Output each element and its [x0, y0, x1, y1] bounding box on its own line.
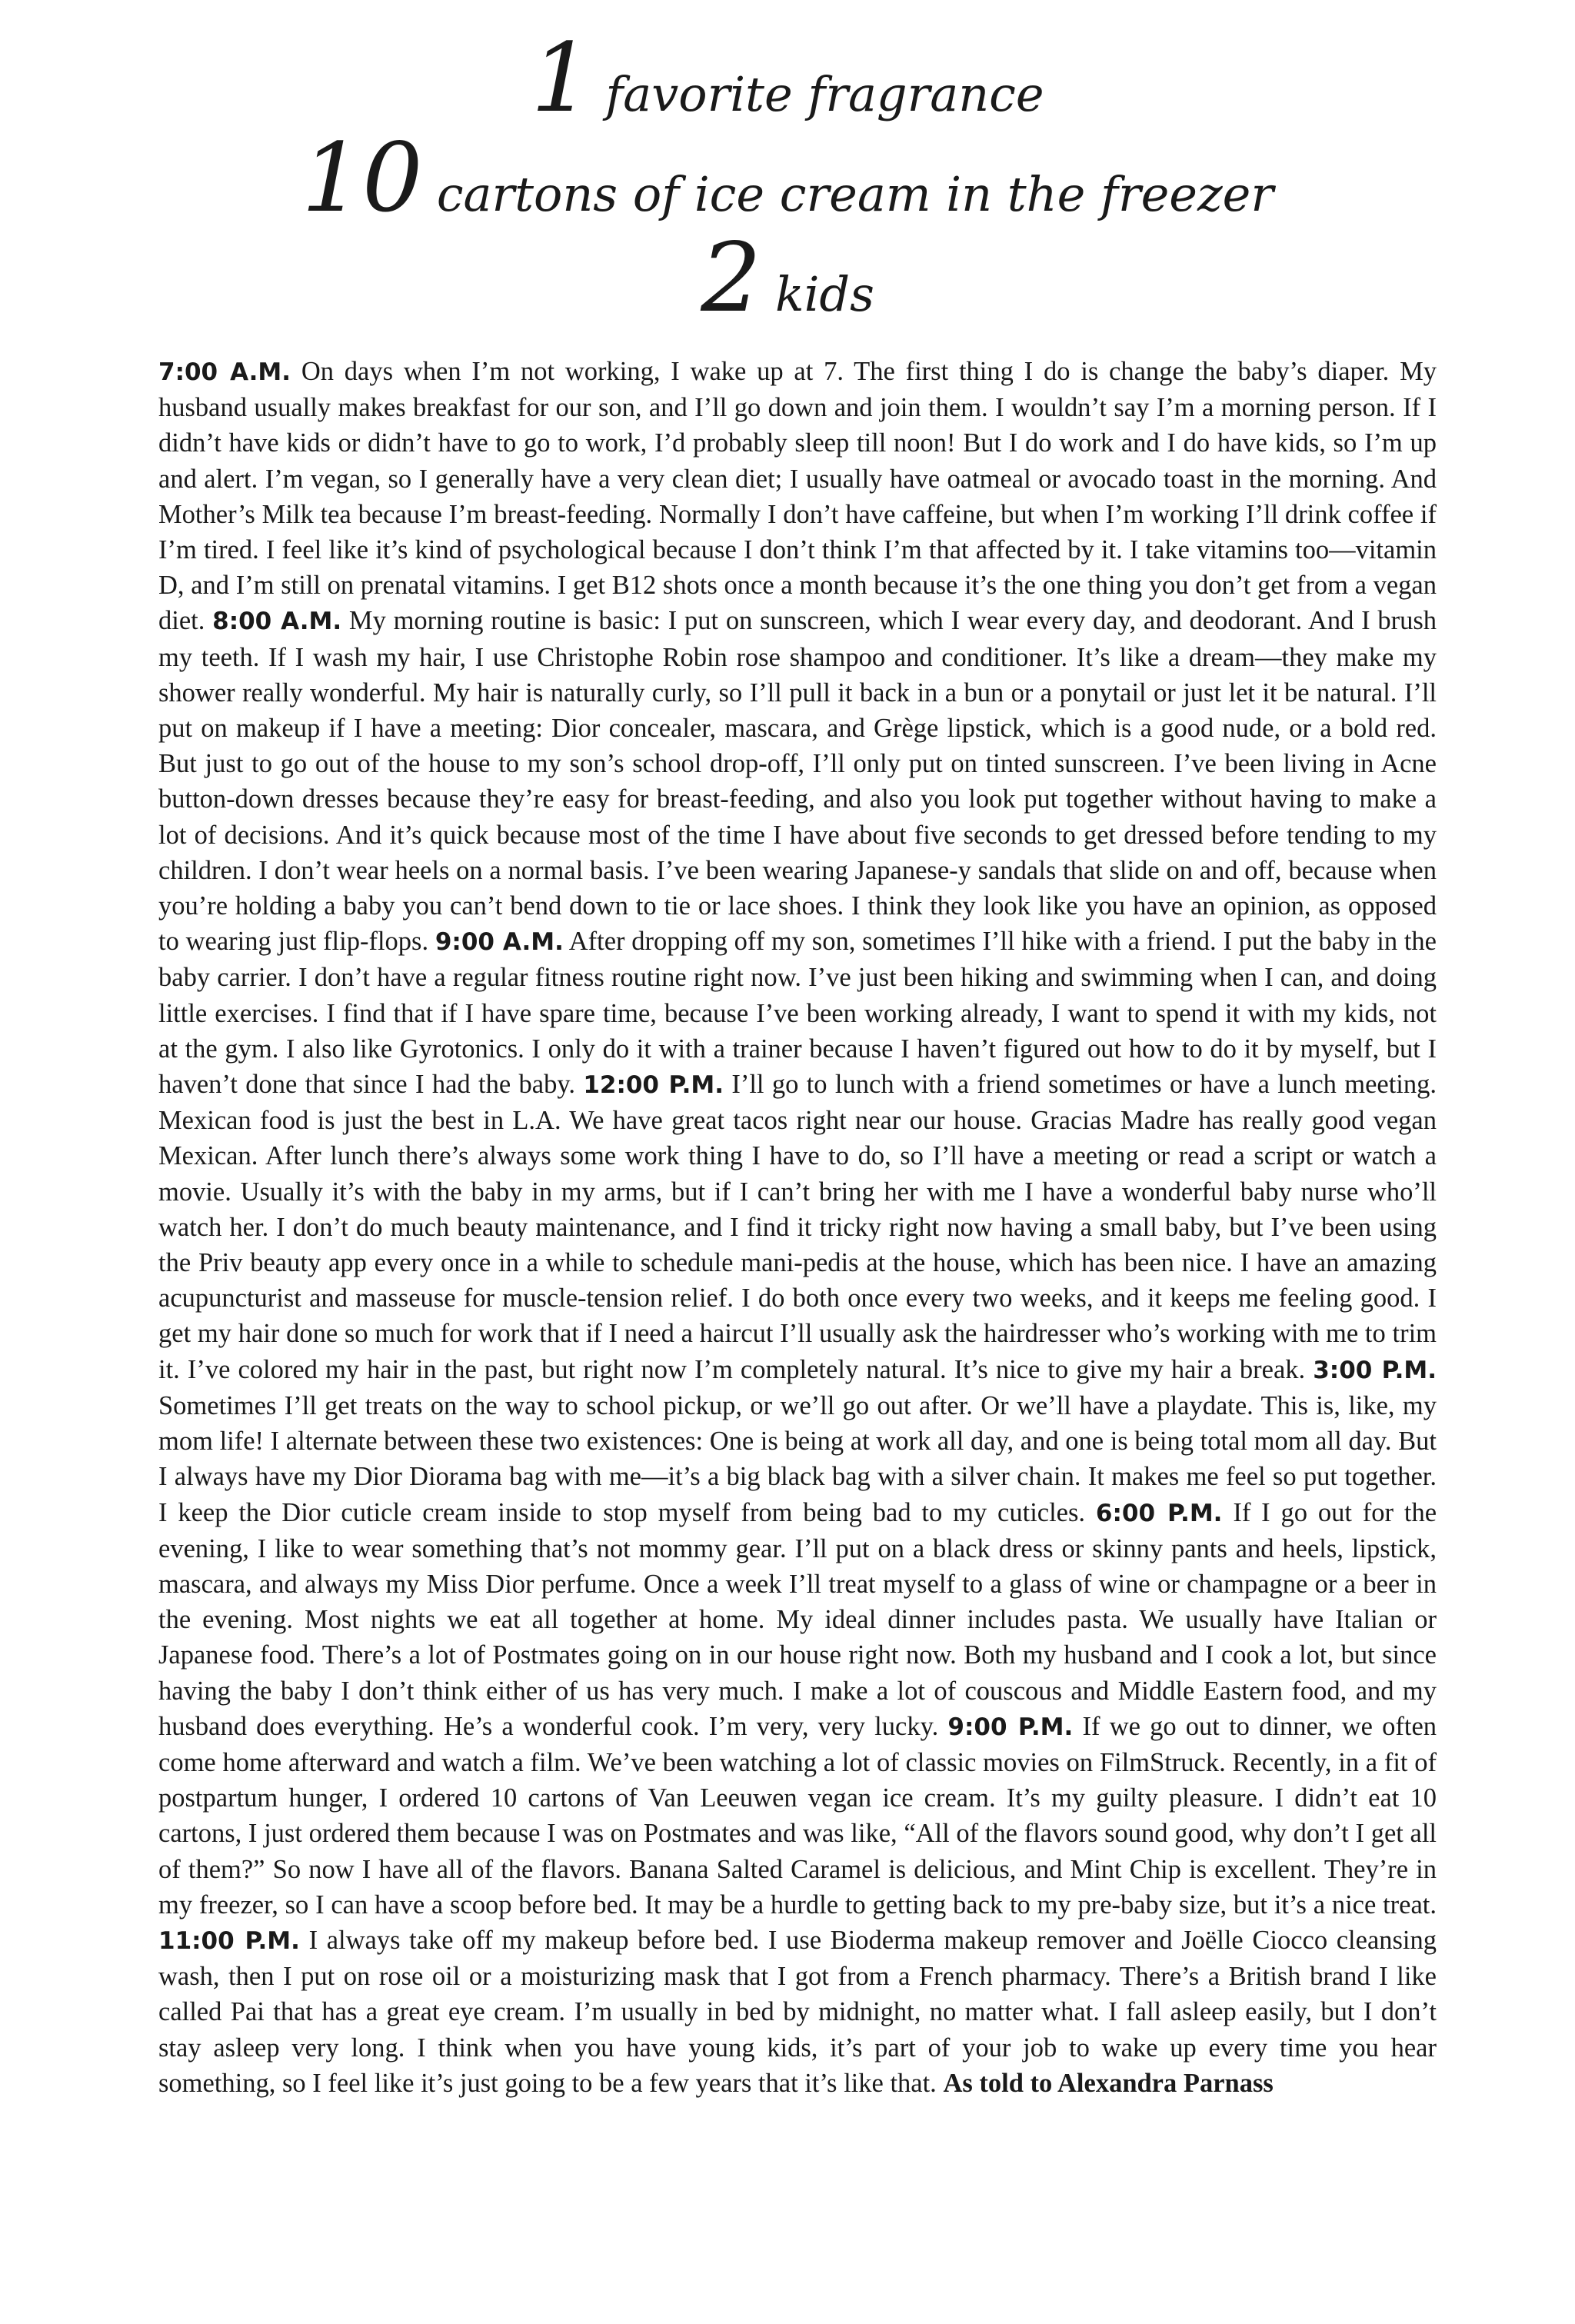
time-marker-12pm: 12:00 P.M. — [583, 1071, 724, 1100]
segment-text: I always take off my makeup before bed. I use Bioderma makeup remover and Joëlle Ciocco cleansing wash, then I put on rose oil or a moisturizing mask that I got from a French pharmacy. There’s a British brand I like called Pai that has a great eye cream. I’m usually in bed by midnight, no matter what. I fall asleep easily, but I don’t stay asleep very long. I think when you have young kids, it’s part of your job to wake up every time you hear something, so I feel like it’s just going to be a few years that it’s like that. — [158, 1925, 1437, 2098]
time-marker-3pm: 3:00 P.M. — [1313, 1356, 1437, 1384]
time-marker-9am: 9:00 A.M. — [435, 928, 564, 957]
byline-credit: As told to Alexandra Parnass — [943, 2068, 1274, 2098]
headline-text: kids — [775, 266, 874, 322]
segment-text: If we go out to dinner, we often come home afterward and watch a film. We’ve been watching a lot of classic movies on FilmStruck. Recently, in a fit of postpartum hunger, I ordered 10 cartons of Van Leeuwen vegan ice cream. It’s my guilty pleasure. I didn’t eat 10 cartons, I just ordered them because I was on Postmates and was like, “All of the flavors sound good, why don’t I get all of them?” So now I have all of the flavors. Banana Salted Caramel is delicious, and Mint Chip is excellent. They’re in my freezer, so I can have a scoop before bed. It may be a hurdle to getting back to my pre-baby size, but it’s a nice treat. — [158, 1711, 1437, 1919]
article-paragraph — [158, 354, 1437, 2101]
segment-text: After dropping off my son, sometimes I’ll hike with a friend. I put the baby in the baby carrier. I don’t have a regular fitness routine right now. I’ve just been hiking and swimming when I can, and doing little exercises. I find that if I have spare time, because I’ve been working already, I want to spend it with my kids, not at the gym. I also like Gyrotonics. I only do it with a trainer because I haven’t figured out how to do it by myself, but I haven’t done that since I had the baby. — [158, 927, 1437, 1100]
segment-text: If I go out for the evening, I like to wear something that’s not mommy gear. I’ll put on a black dress or skinny pants and heels, lipstick, mascara, and always my Miss Dior perfume. Once a week I’ll treat myself to a glass of wine or champagne or a beer in the evening. Most nights we eat all together at home. My ideal dinner includes pasta. We usually have Italian or Japanese food. There’s a lot of Postmates going on in our house right now. Both my husband and I cook a lot, but since having the baby I don’t think either of us has very much. I make a lot of couscous and Middle Eastern food, and my husband does everything. He’s a wonderful cook. I’m very, very lucky. — [158, 1497, 1437, 1741]
time-marker-8am: 8:00 A.M. — [212, 608, 342, 636]
time-marker-7am: 7:00 A.M. — [158, 358, 291, 386]
headline-number: 2 — [701, 223, 761, 334]
headline-text: cartons of ice cream in the freezer — [436, 166, 1274, 222]
segment-text: I’ll go to lunch with a friend sometimes or have a lunch meeting. Mexican food is just the best in L.A. We have great tacos right near our house. Gracias Madre has really good vegan Mexican. After lunch there’s always some work thing I have to do, so I’ll have a meeting or read a script or watch a movie. Usually it’s with the baby in my arms, but if I can’t bring her with me I have a wonderful baby nurse who’ll watch her. I don’t do much beauty maintenance, and I find it tricky right now having a small baby, but I’ve been using the Priv beauty app every once in a while to schedule mani-pedis at the house, which has been nice. I have an amazing acupuncturist and masseuse for muscle-tension relief. I do both once every two weeks, and it keeps me feeling good. I get my hair done so much for work that if I need a haircut I’ll usually ask the hairdresser who’s working with me to trim it. I’ve colored my hair in the past, but right now I’m completely natural. It’s nice to give my hair a break. — [158, 1070, 1437, 1384]
headline-text: favorite fragrance — [605, 66, 1044, 122]
headline-line-1 — [0, 23, 1575, 134]
segment-text: Sometimes I’ll get treats on the way to school pickup, or we’ll go out after. Or we’ll have a playdate. This is, like, my mom life! I alternate between these two existences: One is being at work all day, and one is being total mom all day. But I always have my Dior Diorama bag with me—it’s a big black bag with a silver chain. It makes me feel so put together. I keep the Dior cuticle cream inside to stop myself from being bad to my cuticles. — [158, 1390, 1437, 1527]
headline-line-2 — [0, 123, 1575, 234]
headline-line-3 — [0, 223, 1575, 334]
segment-text: My morning routine is basic: I put on sunscreen, which I wear every day, and deodorant. And I brush my teeth. If I wash my hair, I use Christophe Robin rose shampoo and conditioner. It’s like a dream—they make my shower really wonderful. My hair is naturally curly, so I’ll pull it back in a bun or a ponytail or just let it be natural. I’ll put on makeup if I have a meeting: Dior concealer, mascara, and Grège lipstick, which is a good nude, or a bold red. But just to go out of the house to my son’s school drop-off, I’ll only put on tinted sunscreen. I’ve been living in Acne button-down dresses because they’re easy for breast-feeding, and also you look put together without having to make a lot of decisions. And it’s quick because most of the time I have about five seconds to get dressed before tending to my children. I don’t wear heels on a normal basis. I’ve been wearing Japanese-y sandals that slide on and off, because when you’re holding a baby you can’t bend down to tie or lace shoes. I think they look like you have an opinion, as opposed to wearing just flip-flops. — [158, 606, 1437, 957]
headline-number: 10 — [301, 123, 423, 234]
time-marker-6pm: 6:00 P.M. — [1095, 1499, 1223, 1527]
headline-number: 1 — [531, 23, 592, 134]
time-marker-11pm: 11:00 P.M. — [158, 1926, 300, 1955]
segment-text: On days when I’m not working, I wake up at 7. The first thing I do is change the baby’s diaper. My husband usually makes breakfast for our son, and I’ll go down and join them. I wouldn’t say I’m a morning person. If I didn’t have kids or didn’t have to go to work, I’d probably sleep till noon! But I do work and I do have kids, so I’m up and alert. I’m vegan, so I generally have a very clean diet; I usually have oatmeal or avocado toast in the morning. And Mother’s Milk tea because I’m breast-feeding. Normally I don’t have caffeine, but when I’m working I’ll drink coffee if I’m tired. I feel like it’s kind of psychological because I don’t think I’m that affected by it. I take vitamins too—vitamin D, and I’m still on prenatal vitamins. I get B12 shots once a month because it’s the one thing you don’t get from a vegan diet. — [158, 357, 1437, 636]
article-body — [158, 354, 1437, 2101]
time-marker-9pm: 9:00 P.M. — [947, 1713, 1074, 1741]
